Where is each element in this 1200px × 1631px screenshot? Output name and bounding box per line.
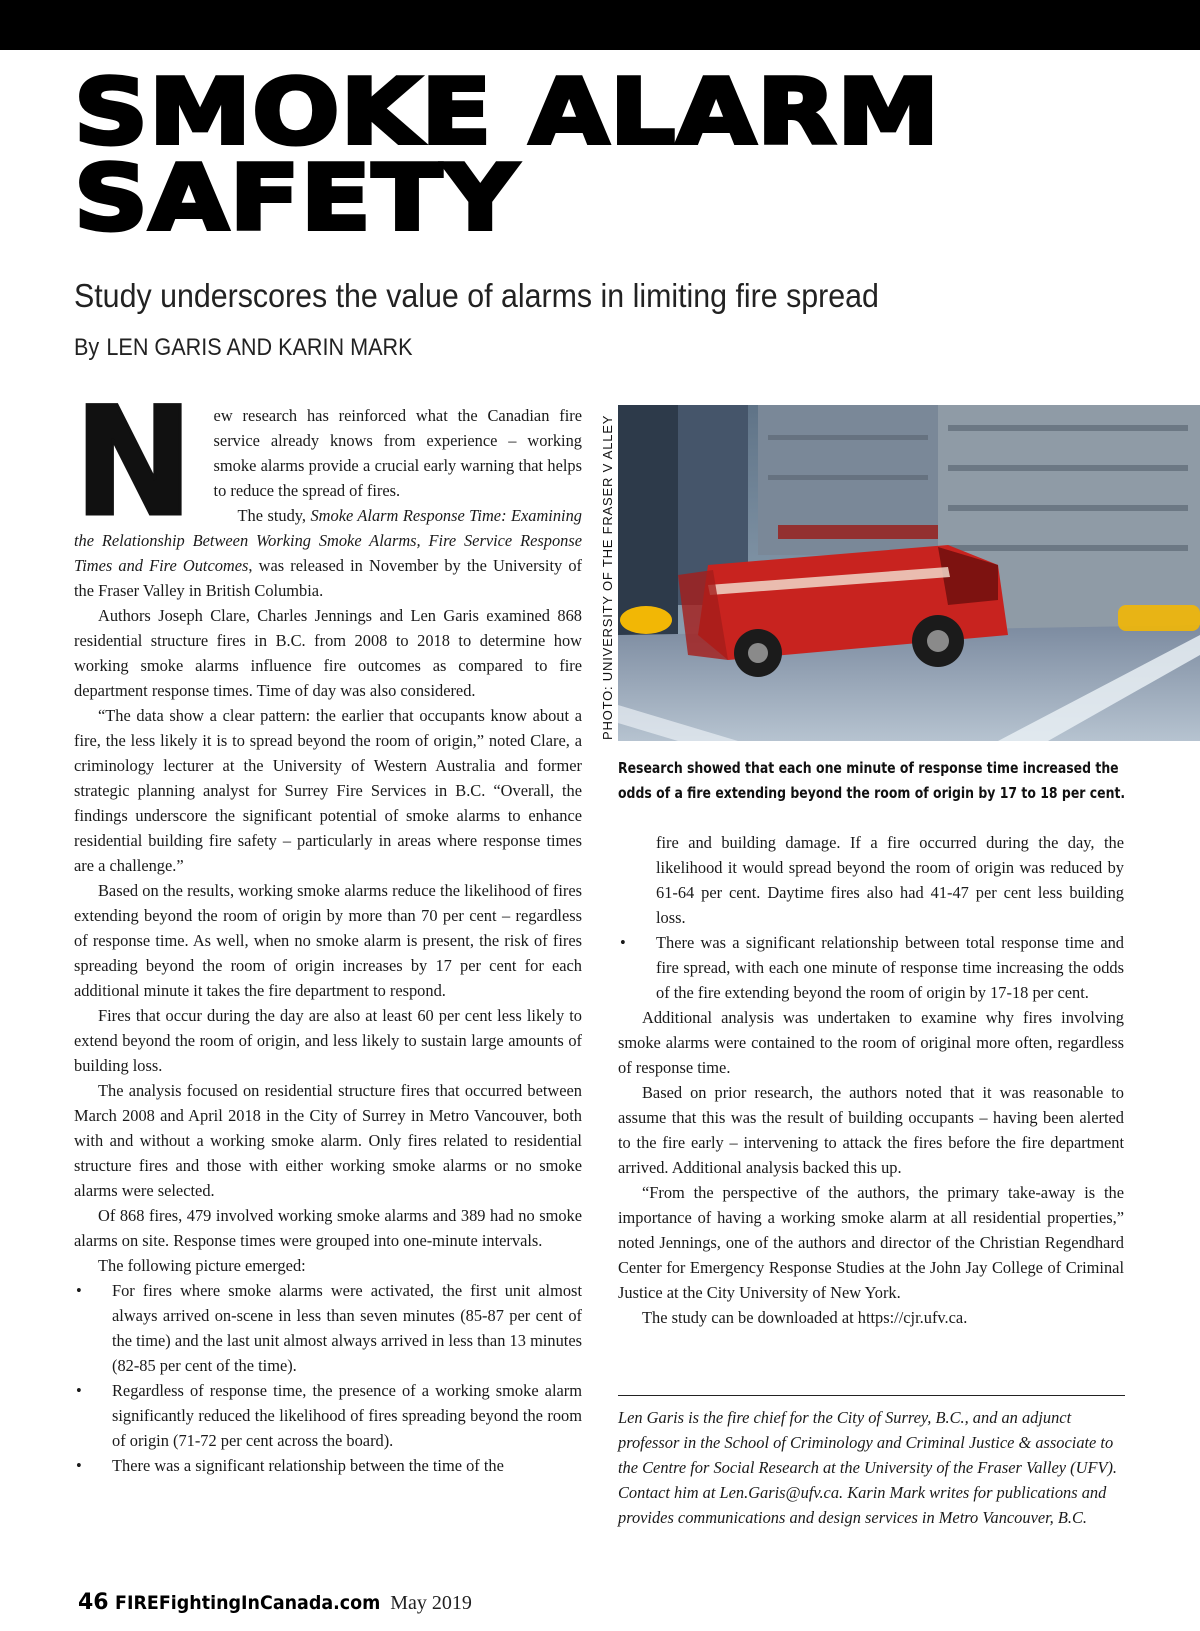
page-footer [78, 1590, 472, 1615]
list-item [74, 1453, 582, 1478]
findings-list-continued [618, 830, 1124, 1005]
fire-truck-illustration [618, 405, 1200, 741]
right-column [618, 830, 1124, 1330]
paragraph-1-text: ew research has reinforced what the Canadian fire service already knows from experience – working smoke alarms provide a crucial early warning that helps to reduce the spread of fires. [213, 406, 582, 500]
top-black-bar [0, 0, 1200, 50]
bullet-icon: • [76, 1381, 82, 1400]
footer-issue-date: May 2019 [390, 1592, 472, 1614]
photo-credit: PHOTO: UNIVERSITY OF THE FRASER V ALLEY [600, 414, 615, 740]
bullet-icon: • [76, 1281, 82, 1300]
paragraph-2-lead: The study, [237, 506, 307, 525]
paragraph-9: The following picture emerged: [98, 1256, 306, 1275]
list-item-text: For fires where smoke alarms were activated, the first unit almost always arrived on-scene in less than seven minutes (85-87 per cent of the time) and the last unit almost always arrived in less than 13 minutes (82-85 per cent of the time). [112, 1281, 582, 1375]
findings-list [74, 1278, 582, 1478]
study-title: Smoke Alarm Response Time: Examining the Relationship Between Working Smoke Alarms, Fire Service Response Times and Fire Outcomes [74, 506, 582, 575]
footer-site: FIREFightingInCanada.com [114, 1592, 381, 1614]
paragraph-6: Fires that occur during the day are also at least 60 per cent less likely to extend beyond the room of origin, and less likely to sustain large amounts of building loss. [74, 1006, 582, 1075]
byline-authors: LEN GARIS AND KARIN MARK [106, 334, 413, 361]
paragraph-7: The analysis focused on residential structure fires that occurred between March 2008 and April 2018 in the City of Surrey in Metro Vancouver, both with and without a working smoke alarm. Only fires related to residential structure fires and those with either working smoke alarms or no smoke alarms were selected. [74, 1081, 582, 1200]
drop-cap: N [74, 376, 194, 550]
paragraph-5: Based on the results, working smoke alarms reduce the likelihood of fires extending beyond the room of origin by more than 70 per cent – regardless of response time. As well, when no smoke alarm is present, the risk of fires spreading beyond the room of origin increases by 17 per cent for each additional minute it takes the fire department to respond. [74, 881, 582, 1000]
paragraph-12: “From the perspective of the authors, the primary take-away is the importance of having a working smoke alarm at all residential properties,” noted Jennings, one of the authors and director of the Christian Regendhard Center for Emergency Response Studies at the John Jay College of Criminal Justice at the City University of New York. [618, 1183, 1124, 1302]
byline-prefix: By [74, 334, 100, 361]
paragraph-10: Additional analysis was undertaken to examine why fires involving smoke alarms were contained to the room of original more often, regardless of response time. [618, 1008, 1124, 1077]
paragraph-11: Based on prior research, the authors noted that it was reasonable to assume that this was the result of building occupants – having been alerted to the fire early – intervening to attack the fires before the fire department arrived. Additional analysis backed this up. [618, 1083, 1124, 1177]
list-item-text: fire and building damage. If a fire occurred during the day, the likelihood it would spread beyond the room of origin was reduced by 61-64 per cent. Daytime fires also had 41-47 per cent less building loss. [656, 833, 1124, 927]
list-item-continued [618, 830, 1124, 930]
title-line-1: SMOKE ALARM [74, 60, 941, 165]
author-bio: Len Garis is the fire chief for the City of Surrey, B.C., and an adjunct professor in the School of Criminology and Criminal Justice & associate to the Centre for Social Research at the University of the Fraser Valley (UFV). Contact him at Len.Garis@ufv.ca. Karin Mark writes for publications and provides communications and design services in Metro Vancouver, B.C. [618, 1408, 1118, 1527]
article-subtitle: Study underscores the value of alarms in limiting fire spread [74, 277, 879, 314]
bio-divider [618, 1395, 1125, 1396]
left-column [74, 376, 582, 1478]
list-item [74, 1378, 582, 1453]
byline [74, 334, 412, 362]
bullet-icon: • [620, 933, 626, 952]
list-item [618, 930, 1124, 1005]
list-item-text: Regardless of response time, the presence of a working smoke alarm significantly reduced the likelihood of fires spreading beyond the room of origin (71-72 per cent across the board). [112, 1381, 582, 1450]
title-line-2: SAFETY [74, 146, 519, 251]
caption-line-2: odds of a fire extending beyond the room of origin by 17 to 18 per cent. [618, 784, 1126, 802]
paragraph-2-rest: , was released in November by the University of the Fraser Valley in British Columbia. [74, 556, 582, 600]
fire-truck-photo [618, 405, 1200, 741]
list-item-text: There was a significant relationship between total response time and fire spread, with each one minute of response time increasing the odds of the fire extending beyond the room of origin by 17-18 per cent. [656, 933, 1124, 1002]
bullet-icon: • [76, 1456, 82, 1475]
list-item [74, 1278, 582, 1378]
list-item-text: There was a significant relationship between the time of the [112, 1456, 504, 1475]
article-title [74, 60, 941, 251]
page-number: 46 [78, 1590, 109, 1615]
paragraph-3: Authors Joseph Clare, Charles Jennings and Len Garis examined 868 residential structure fires in B.C. from 2008 to 2018 to determine how working smoke alarms influence fire outcomes as compared to fire department response times. Time of day was also considered. [74, 606, 582, 700]
paragraph-13: The study can be downloaded at https://cjr.ufv.ca. [642, 1308, 968, 1327]
paragraph-4: “The data show a clear pattern: the earlier that occupants know about a fire, the less likely it is to spread beyond the room of origin,” noted Clare, a criminology lecturer at the University of Western Australia and former strategic planning analyst for Surrey Fire Services in B.C. “Overall, the findings underscore the significant potential of smoke alarms to enhance residential building fire safety – particularly in areas where response times are a challenge.” [74, 706, 582, 875]
paragraph-8: Of 868 fires, 479 involved working smoke alarms and 389 had no smoke alarms on site. Response times were grouped into one-minute intervals. [74, 1206, 582, 1250]
caption-line-1: Research showed that each one minute of response time increased the [618, 759, 1119, 777]
photo-caption [618, 756, 1126, 806]
